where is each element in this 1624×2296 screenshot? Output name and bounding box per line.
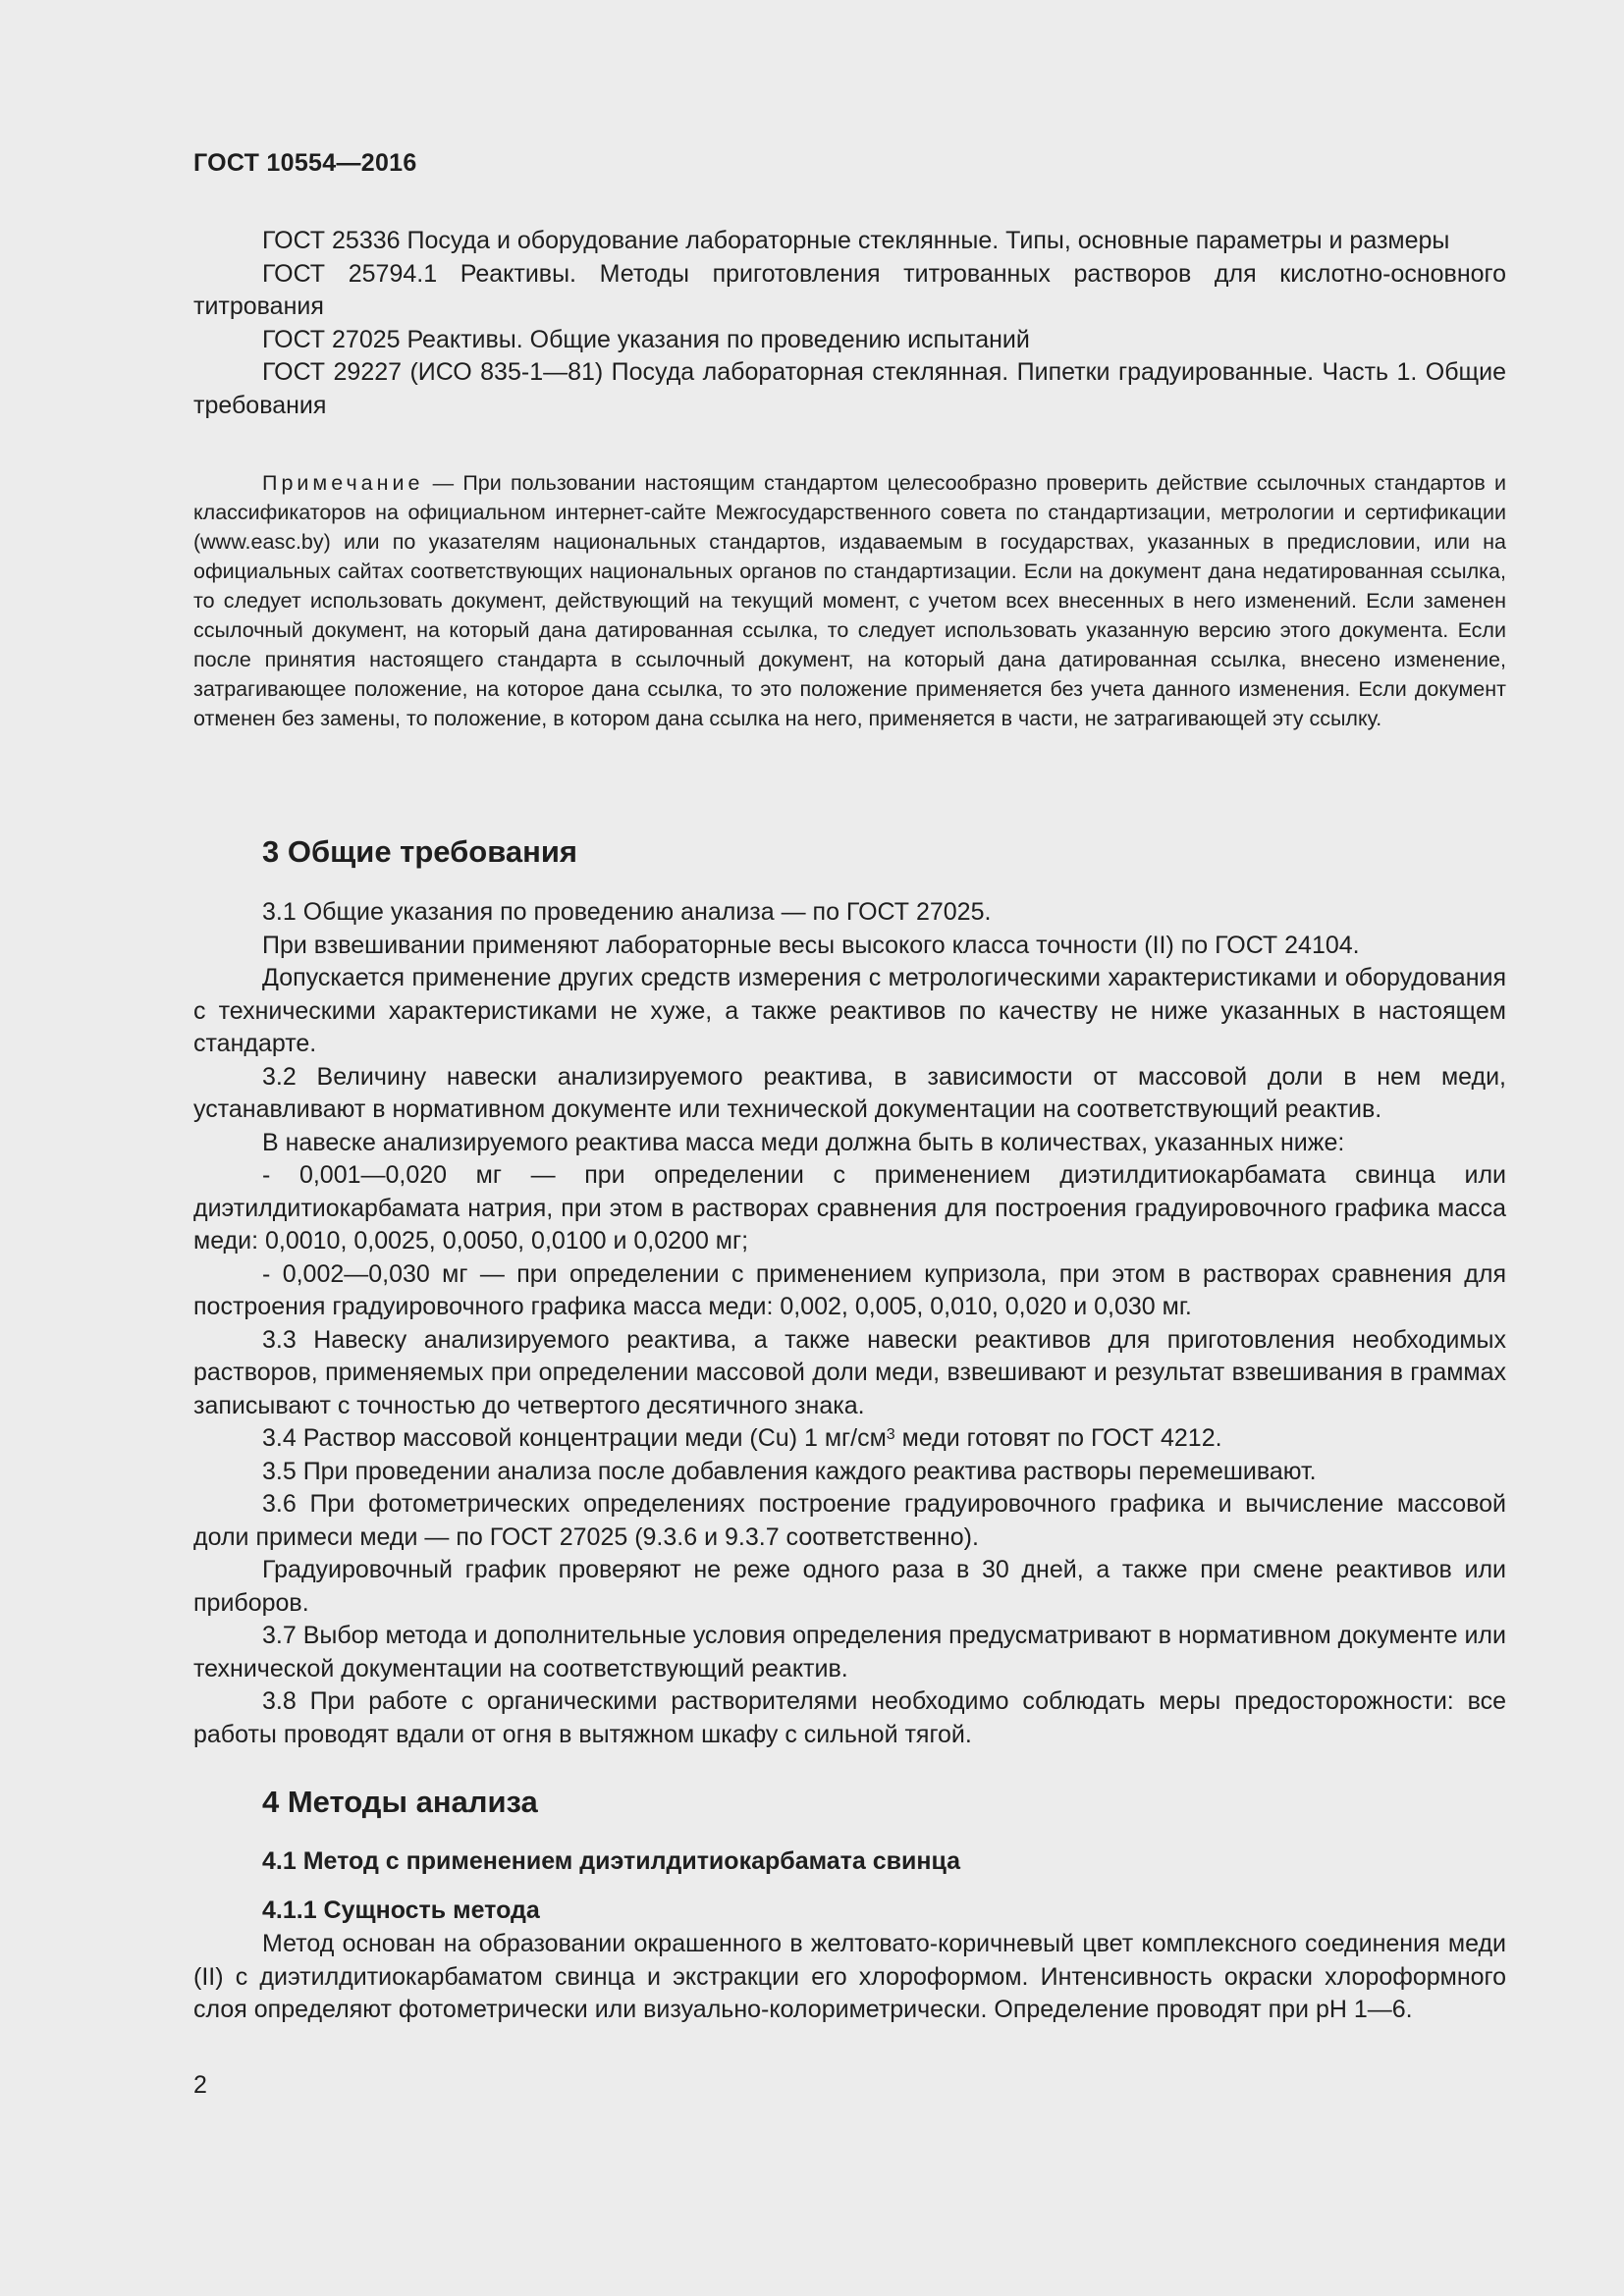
- paragraph: Метод основан на образовании окрашенного в желтовато-коричневый цвет комплексного соединения меди (II) с диэтилдитиокарбаматом свинца и экстракции его хлороформом. Интенсивность окраски хлороформного слоя определяют фотометрически или визуально-колориметрически. Определение проводят при pH 1—6.: [193, 1930, 1506, 2023]
- references-list: [193, 225, 1506, 422]
- section-3-heading-block: [193, 834, 1506, 870]
- note-block: [193, 468, 1506, 733]
- paragraph: 3.2 Величину навески анализируемого реактива, в зависимости от массовой доли в нем меди, устанавливают в нормативном документе или технической документации на соответствующий реактив.: [193, 1062, 1506, 1123]
- paragraph: В навеске анализируемого реактива масса меди должна быть в количествах, указанных ниже:: [262, 1128, 1345, 1156]
- paragraph-3-4: [193, 1422, 1506, 1456]
- note-paragraph: [193, 468, 1506, 733]
- paragraph: - 0,001—0,020 мг — при определении с применением диэтилдитиокарбамата свинца или диэтилдитиокарбамата натрия, при этом в растворах сравнения для построения градуировочного графика масса меди: 0,0010, 0,0025, 0,0050, 0,0100 и 0,0200 мг;: [193, 1161, 1506, 1255]
- reference-item: ГОСТ 25336 Посуда и оборудование лабораторные стеклянные. Типы, основные параметры и размеры: [262, 227, 1450, 254]
- p34-text-b: меди готовят по ГОСТ 4212.: [894, 1424, 1222, 1452]
- paragraph: 3.8 При работе с органическими растворителями необходимо соблюдать меры предосторожности: все работы проводят вдали от огня в вытяжном шкафу с сильной тягой.: [193, 1687, 1506, 1748]
- document-header: ГОСТ 10554—2016: [193, 149, 417, 177]
- subsection-4-1-1-body: [193, 1928, 1506, 2027]
- subsection-4-1-heading-block: [193, 1845, 1506, 1879]
- section-4-heading-block: [193, 1785, 1506, 1820]
- reference-item: ГОСТ 27025 Реактивы. Общие указания по проведению испытаний: [262, 325, 1030, 353]
- p34-superscript: 3: [886, 1426, 895, 1443]
- subsection-4-1-title: 4.1 Метод с применением диэтилдитиокарбамата свинца: [262, 1847, 961, 1875]
- note-label: Примечание: [262, 471, 424, 495]
- reference-item: ГОСТ 25794.1 Реактивы. Методы приготовления титрованных растворов для кислотно-основного титрования: [193, 259, 1506, 320]
- section-4-title: 4 Методы анализа: [262, 1785, 538, 1819]
- paragraph: 3.3 Навеску анализируемого реактива, а также навески реактивов для приготовления необходимых растворов, применяемых при определении массовой доли меди, взвешивают и результат взвешивания в граммах записывают с точностью до четвертого десятичного знака.: [193, 1325, 1506, 1419]
- subsection-4-1-1-title: 4.1.1 Сущность метода: [262, 1896, 540, 1924]
- section-3-body: [193, 896, 1506, 1751]
- p34-text-a: 3.4 Раствор массовой концентрации меди (Cu) 1 мг/см: [262, 1424, 887, 1452]
- reference-item: ГОСТ 29227 (ИСО 835-1—81) Посуда лабораторная стеклянная. Пипетки градуированные. Часть 1. Общие требования: [193, 358, 1506, 419]
- page-number: 2: [193, 2071, 207, 2099]
- paragraph: 3.5 При проведении анализа после добавления каждого реактива растворы перемешивают.: [262, 1457, 1317, 1485]
- note-text: — При пользовании настоящим стандартом целесообразно проверить действие ссылочных стандартов и классификаторов на официальном интернет-сайте Межгосударственного совета по стандартизации, метрологии и сертификации (www.easc.by) или по указателям национальных стандартов, издаваемым в государствах, указанных в предисловии, или на официальных сайтах соответствующих национальных органов по стандартизации. Если на документ дана недатированная ссылка, то следует использовать документ, действующий на текущий момент, с учетом всех внесенных в него изменений. Если заменен ссылочный документ, на который дана датированная ссылка, то следует использовать указанную версию этого документа. Если после принятия настоящего стандарта в ссылочный документ, на который дана датированная ссылка, внесено изменение, затрагивающее положение, на которое дана ссылка, то это положение применяется без учета данного изменения. Если документ отменен без замены, то положение, в котором дана ссылка на него, применяется в части, не затрагивающей эту ссылку.: [193, 471, 1506, 730]
- paragraph: 3.7 Выбор метода и дополнительные условия определения предусматривают в нормативном документе или технической документации на соответствующий реактив.: [193, 1622, 1506, 1682]
- paragraph: 3.1 Общие указания по проведению анализа — по ГОСТ 27025.: [262, 898, 992, 926]
- paragraph: Градуировочный график проверяют не реже одного раза в 30 дней, а также при смене реактивов или приборов.: [193, 1556, 1506, 1617]
- paragraph: - 0,002—0,030 мг — при определении с применением купризола, при этом в растворах сравнения для построения градуировочного графика масса меди: 0,002, 0,005, 0,010, 0,020 и 0,030 мг.: [193, 1259, 1506, 1320]
- section-3-title: 3 Общие требования: [262, 834, 577, 869]
- paragraph: 3.6 При фотометрических определениях построение градуировочного графика и вычисление массовой доли примеси меди — по ГОСТ 27025 (9.3.6 и 9.3.7 соответственно).: [193, 1490, 1506, 1551]
- paragraph: При взвешивании применяют лабораторные весы высокого класса точности (II) по ГОСТ 24104.: [262, 931, 1360, 959]
- subsection-4-1-1-heading-block: [193, 1895, 1506, 1928]
- paragraph: Допускается применение других средств измерения с метрологическими характеристиками и оборудования с техническими характеристиками не хуже, а также реактивов по качеству не ниже указанных в настоящем стандарте.: [193, 964, 1506, 1057]
